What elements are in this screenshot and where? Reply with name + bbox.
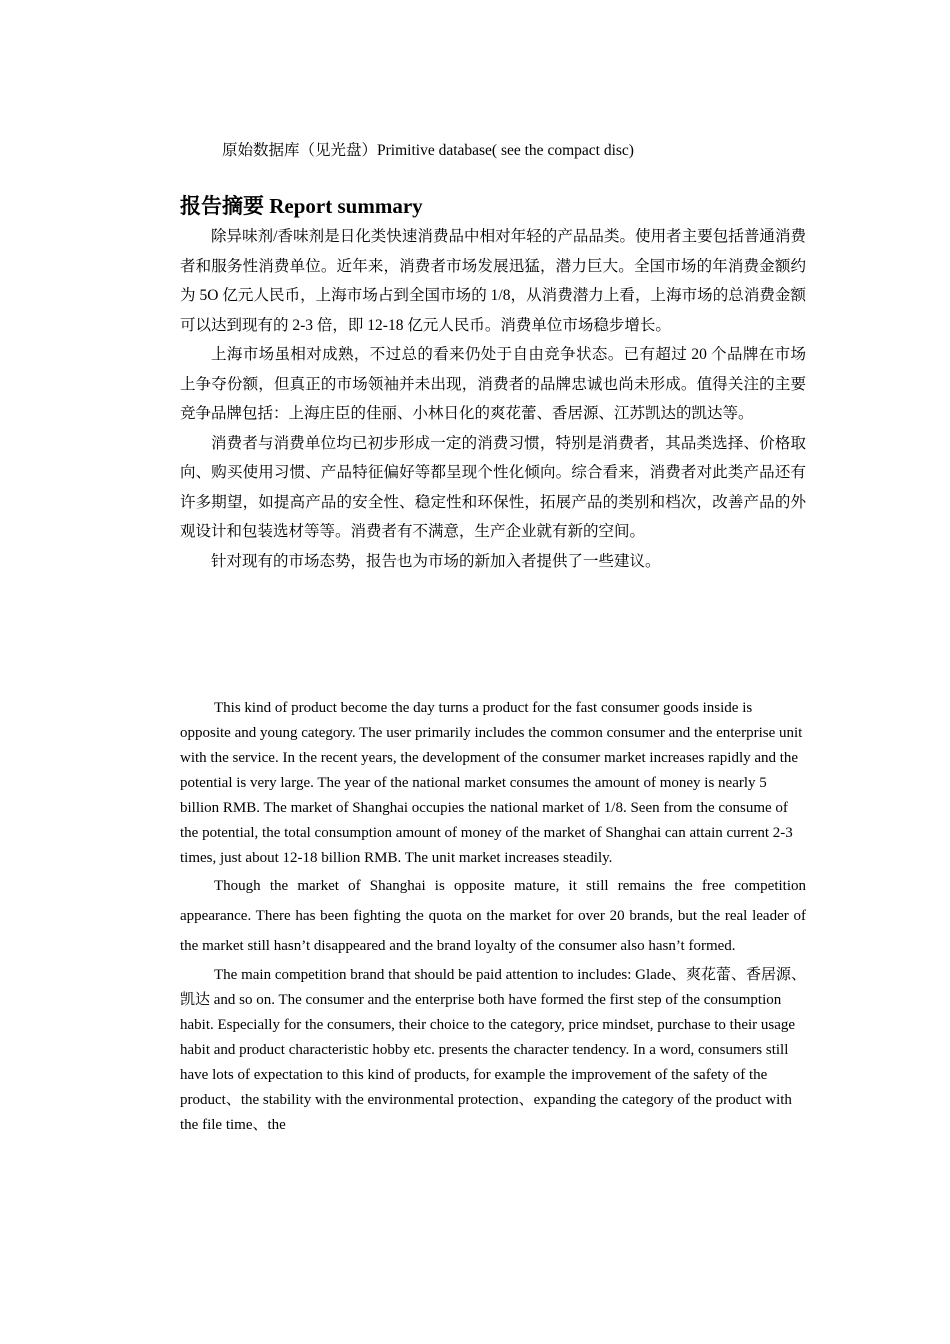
en-paragraph-market-overview: This kind of product become the day turns a product for the fast consumer goods inside is opposite and young category. The user primarily includes the common consumer and the enterprise unit with the service. In the recent years, the development of the consumer market increases rapidly and the potential is very large. The year of the national market consumes the amount of money is nearly 5 billion RMB. The market of Shanghai occupies the national market of 1/8. Seen from the consume of the potential, the total consumption amount of money of the market of Shanghai can attain current 2-3 times, just about 12-18 billion RMB. The unit market increases steadily. xyxy=(180,700,803,866)
cn-paragraph-consumer-habits: 消费者与消费单位均已初步形成一定的消费习惯，特别是消费者，其品类选择、价格取向、购买使用习惯、产品特征偏好等都呈现个性化倾向。综合看来，消费者对此类产品还有许多期望，如提高产品的安全性、稳定性和环保性，拓展产品的类别和档次，改善产品的外观设计和包装选材等等。消费者有不满意，生产企业就有新的空间。 xyxy=(180,434,806,540)
database-reference-line: 原始数据库（见光盘）Primitive database( see the compact disc) xyxy=(222,142,634,159)
report-summary-title: 报告摘要 Report summary xyxy=(180,194,423,218)
english-summary xyxy=(180,696,806,1138)
cn-paragraph-market-overview: 除异味剂/香味剂是日化类快速消费品中相对年轻的产品品类。使用者主要包括普通消费者和服务性消费单位。近年来，消费者市场发展迅猛，潜力巨大。全国市场的年消费金额约为 5O 亿元人民币，上海市场占到全国市场的 1/8，从消费潜力上看，上海市场的总消费金额可以达到现有的 2-3 倍，即 12-18 亿元人民币。消费单位市场稳步增长。 xyxy=(180,228,806,334)
en-paragraph-brands-consumers: The main competition brand that should be paid attention to includes: Glade、爽花蕾、香居源、凯达 and so on. The consumer and the enterprise both have formed the first step of the consumption habit. Especially for the consumers, their choice to the category, price mindset, purchase to their usage habit and product characteristic hobby etc. presents the character tendency. In a word, consumers still have lots of expectation to this kind of products, for example the improvement of the safety of the product、the stability with the environmental protection、expanding the category of the product with the file time、the xyxy=(180,967,806,1133)
en-paragraph-competition: Though the market of Shanghai is opposite mature, it still remains the free competition appearance. There has been fighting the quota on the market for over 20 brands, but the real leader of the market still hasn’t disappeared and the brand loyalty of the consumer also hasn’t formed. xyxy=(180,878,806,954)
chinese-summary xyxy=(180,222,806,576)
cn-paragraph-recommendations: 针对现有的市场态势，报告也为市场的新加入者提供了一些建议。 xyxy=(211,552,661,570)
cn-paragraph-competition: 上海市场虽相对成熟，不过总的看来仍处于自由竞争状态。已有超过 20 个品牌在市场上争夺份额，但真正的市场领袖并未出现，消费者的品牌忠诚也尚未形成。值得关注的主要竞争品牌包括：上海庄臣的佳丽、小林日化的爽花蕾、香居源、江苏凯达的凯达等。 xyxy=(180,346,806,422)
